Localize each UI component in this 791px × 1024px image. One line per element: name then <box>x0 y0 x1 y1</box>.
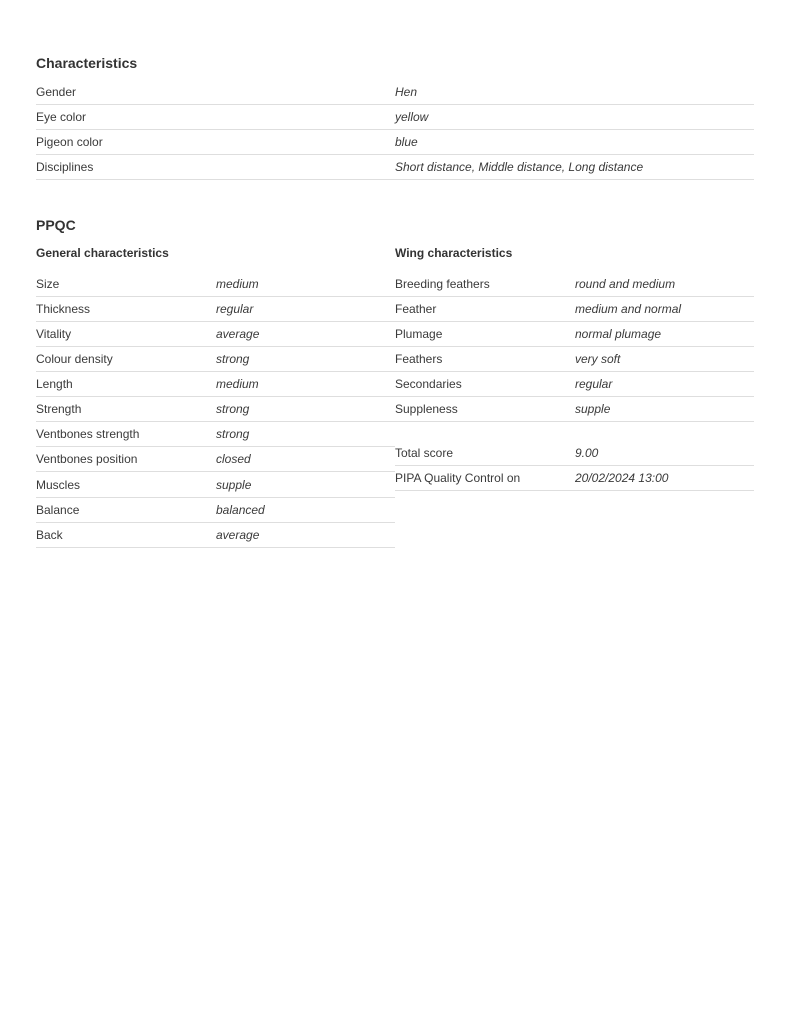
wing-row-feathers <box>395 347 754 372</box>
general-row-ventbones-position <box>36 447 395 472</box>
characteristics-row-eye-color <box>36 105 754 130</box>
row-label: Feathers <box>395 352 443 366</box>
general-row-size <box>36 272 395 297</box>
row-value: closed <box>216 452 251 466</box>
row-value: average <box>216 528 260 542</box>
summary-row-total-score <box>395 441 754 466</box>
row-label: Feather <box>395 302 437 316</box>
general-characteristics-title: General characteristics <box>36 246 169 260</box>
general-row-vitality <box>36 322 395 347</box>
row-label: Disciplines <box>36 160 94 174</box>
wing-row-plumage <box>395 322 754 347</box>
row-label: Secondaries <box>395 377 462 391</box>
row-value: strong <box>216 427 250 441</box>
row-value: medium <box>216 277 259 291</box>
row-value: regular <box>216 302 254 316</box>
row-label: Strength <box>36 402 82 416</box>
row-label: Muscles <box>36 478 81 492</box>
row-value: 20/02/2024 13:00 <box>575 471 669 485</box>
wing-row-feather <box>395 297 754 322</box>
general-row-thickness <box>36 297 395 322</box>
general-row-ventbones-strength <box>36 422 395 447</box>
row-value: blue <box>395 135 418 149</box>
row-value: very soft <box>575 352 621 366</box>
wing-row-breeding-feathers <box>395 272 754 297</box>
row-value: average <box>216 327 260 341</box>
general-row-strength <box>36 397 395 422</box>
row-label: Size <box>36 277 60 291</box>
characteristics-row-pigeon-color <box>36 130 754 155</box>
general-row-length <box>36 372 395 397</box>
row-value: supple <box>575 402 611 416</box>
wing-row-suppleness <box>395 397 754 422</box>
wing-characteristics-title: Wing characteristics <box>395 246 513 260</box>
wing-row-secondaries <box>395 372 754 397</box>
row-label: Vitality <box>36 327 72 341</box>
row-label: Pigeon color <box>36 135 103 149</box>
row-label: Balance <box>36 503 80 517</box>
row-label: Breeding feathers <box>395 277 490 291</box>
general-row-balance <box>36 498 395 523</box>
characteristics-row-disciplines <box>36 155 754 180</box>
row-value: round and medium <box>575 277 676 291</box>
row-value: yellow <box>395 110 429 124</box>
ppqc-title: PPQC <box>36 217 76 233</box>
general-row-muscles <box>36 473 395 498</box>
row-label: Colour density <box>36 352 113 366</box>
row-value: medium and normal <box>575 302 682 316</box>
row-label: Ventbones position <box>36 452 138 466</box>
row-label: Suppleness <box>395 402 458 416</box>
row-value: balanced <box>216 503 265 517</box>
row-label: Ventbones strength <box>36 427 140 441</box>
row-value: strong <box>216 352 250 366</box>
row-label: Length <box>36 377 73 391</box>
row-value: strong <box>216 402 250 416</box>
row-value: Short distance, Middle distance, Long distance <box>395 160 644 174</box>
row-label: PIPA Quality Control on <box>395 471 521 485</box>
row-value: normal plumage <box>575 327 662 341</box>
row-value: supple <box>216 478 252 492</box>
row-label: Thickness <box>36 302 91 316</box>
row-label: Back <box>36 528 63 542</box>
row-label: Total score <box>395 446 454 460</box>
row-value: medium <box>216 377 259 391</box>
row-value: 9.00 <box>575 446 599 460</box>
general-row-back <box>36 523 395 548</box>
row-label: Gender <box>36 85 77 99</box>
general-row-colour-density <box>36 347 395 372</box>
row-value: Hen <box>395 85 418 99</box>
summary-row-quality-control-date <box>395 466 754 491</box>
characteristics-row-gender <box>36 80 754 105</box>
characteristics-title: Characteristics <box>36 55 138 71</box>
row-label: Eye color <box>36 110 87 124</box>
row-label: Plumage <box>395 327 443 341</box>
row-value: regular <box>575 377 613 391</box>
